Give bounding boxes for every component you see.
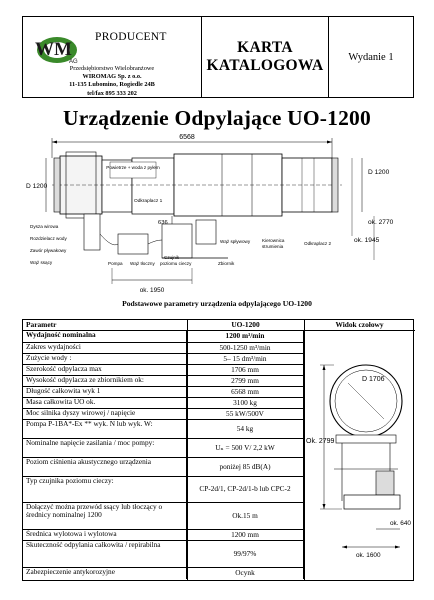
outlet-hose-label: Wąż spływowy xyxy=(220,239,251,244)
param-name: Średnica wylotowa i wylotowa xyxy=(23,530,187,540)
param-name: Nominalne napięcie zasilania / moc pompy: xyxy=(23,439,187,457)
guide-label-a: Kierownica xyxy=(262,238,285,243)
param-name: Skuteczność odpylania całkowita / repirabilna xyxy=(23,541,187,567)
front-height-label: Ok. 2799 xyxy=(306,438,335,445)
param-value: poniżej 85 dB(A) xyxy=(187,458,304,476)
param-value: 5– 15 dm³/min xyxy=(187,354,304,364)
param-value: 500-1250 m³/min xyxy=(187,343,304,353)
param-name: Zabezpieczenie antykorozyjne xyxy=(23,568,187,579)
param-name: Typ czujnika poziomu cieczy: xyxy=(23,477,187,502)
table-row xyxy=(23,457,304,476)
length-label: 6568 xyxy=(179,134,195,141)
col-head-param: Parametr xyxy=(26,320,57,329)
valve-label: Zawór pływakowy xyxy=(30,248,67,253)
pump-label: Pompa xyxy=(108,261,123,266)
water-callout: Powietrze + woda z pyłem xyxy=(106,165,160,170)
param-value: CP-2d/1, CP-2d/1-b lub CPC-2 xyxy=(187,477,304,502)
separator2-label: Odkraplacz 2 xyxy=(304,241,332,246)
params-rows xyxy=(23,330,304,579)
distributor-label: Rozdzielacz wody xyxy=(30,236,67,241)
edition-label: Wydanie 1 xyxy=(348,51,394,63)
table-row xyxy=(23,419,304,438)
front-tank xyxy=(376,471,394,495)
front-view-drawing xyxy=(304,330,415,582)
param-value: 99/97% xyxy=(187,541,304,567)
param-value: 54 kg xyxy=(187,420,304,438)
param-value: 55 kW/500V xyxy=(187,409,304,419)
param-value: 6568 mm xyxy=(187,387,304,397)
logo-letters: WM xyxy=(35,39,72,60)
front-small-width-label: ok. 640 xyxy=(390,520,411,527)
doc-title-line1: KARTA xyxy=(237,39,293,56)
main-title: Urządzenie Odpylające UO-1200 xyxy=(63,106,371,130)
wiromag-logo xyxy=(31,31,87,65)
table-row xyxy=(23,567,304,579)
lower-equipment xyxy=(84,214,228,258)
company-phone: tel/fax 895 333 202 xyxy=(87,89,137,97)
table-row xyxy=(23,330,304,342)
front-width-label: ok. 1600 xyxy=(356,552,381,559)
left-diameter-label: D 1200 xyxy=(26,183,48,190)
param-name: Szerokość odpylacza max xyxy=(23,365,187,375)
company-name: WIROMAG Sp. z o.o. xyxy=(82,73,142,81)
front-diameter-label: D 1706 xyxy=(362,376,385,383)
param-name: Moc silnika dyszy wirowej / napięcie xyxy=(23,409,187,419)
table-row xyxy=(23,342,304,353)
hose-label: Wąż tłoczny xyxy=(130,261,155,266)
param-name: Zużycie wody : xyxy=(23,354,187,364)
logo-suffix: AG xyxy=(69,59,78,65)
bottom-width-label: ok. 1950 xyxy=(139,287,165,294)
table-row xyxy=(23,408,304,419)
params-title: Podstawowe parametry urządzenia odpylającego UO-1200 xyxy=(122,299,312,308)
param-value: 1706 mm xyxy=(187,365,304,375)
company-type: Przedsiębiorstwo Wielobranżowe xyxy=(69,65,155,72)
guide-label-b: strumienia xyxy=(262,244,284,249)
table-row xyxy=(23,438,304,457)
param-name: Wysokość odpylacza ze zbiornikiem ok: xyxy=(23,376,187,386)
table-row xyxy=(23,397,304,408)
col-head-value: UO-1200 xyxy=(231,320,260,329)
header-box xyxy=(22,16,414,98)
company-info xyxy=(23,65,201,98)
param-value: Uₙ = 500 V/ 2,2 kW xyxy=(187,439,304,457)
param-name: Długość całkowita wyk 1 xyxy=(23,387,187,397)
sensor-label-a: Czujnik xyxy=(164,255,180,260)
param-name: Poziom ciśnienia akustycznego urządzenia xyxy=(23,458,187,476)
table-row xyxy=(23,364,304,375)
param-value: Ocynk xyxy=(187,568,304,579)
sensor-label-b: poziomu cieczy xyxy=(160,261,192,266)
company-address: 11-135 Lubomino, Rogiedle 24B xyxy=(69,81,155,89)
doc-title-cell xyxy=(202,17,329,97)
right-diameter-label: D 1200 xyxy=(368,169,390,176)
param-value: 3100 kg xyxy=(187,398,304,408)
producer-cell xyxy=(23,17,202,97)
total-height-label: ok. 2770 xyxy=(368,219,394,226)
table-row xyxy=(23,502,304,529)
duct-body xyxy=(52,152,342,218)
dim-636-label: 636 xyxy=(158,220,168,226)
table-row xyxy=(23,540,304,567)
tank-label: Zbiornik xyxy=(218,261,235,266)
table-row xyxy=(23,386,304,397)
inlet-hose-label: Wąż ssący xyxy=(30,260,53,265)
table-row xyxy=(23,529,304,540)
param-name: Pompa P-1BA*-Ex ** wyk. N lub wyk. W: xyxy=(23,420,187,438)
col-head-view: Widok czołowy xyxy=(335,320,384,329)
param-value: Ok.15 m xyxy=(187,503,304,529)
doc-title-line2: KATALOGOWA xyxy=(206,57,324,74)
param-name: Zakres wydajności xyxy=(23,343,187,353)
side-view-drawing xyxy=(22,128,414,298)
separator1-label: Odkraplacz 1 xyxy=(134,199,163,204)
param-value: 1200 mm xyxy=(187,530,304,540)
table-row xyxy=(23,476,304,502)
nozzle-label: Dysza wirowa xyxy=(30,224,59,229)
mid-height-label: ok. 1945 xyxy=(354,237,380,244)
table-row xyxy=(23,375,304,386)
table-row xyxy=(23,353,304,364)
params-table xyxy=(22,319,414,581)
producent-label: PRODUCENT xyxy=(95,31,167,43)
param-name: Wydajność nominalna xyxy=(23,331,187,342)
edition-cell xyxy=(329,17,413,97)
param-name: Dołączyć można przewód ssący lub tłoczący o średnicy nominalnej 1200 xyxy=(23,503,187,529)
param-name: Masa całkowita UO ok. xyxy=(23,398,187,408)
param-value: 2799 mm xyxy=(187,376,304,386)
param-value: 1200 m³/min xyxy=(187,331,304,342)
